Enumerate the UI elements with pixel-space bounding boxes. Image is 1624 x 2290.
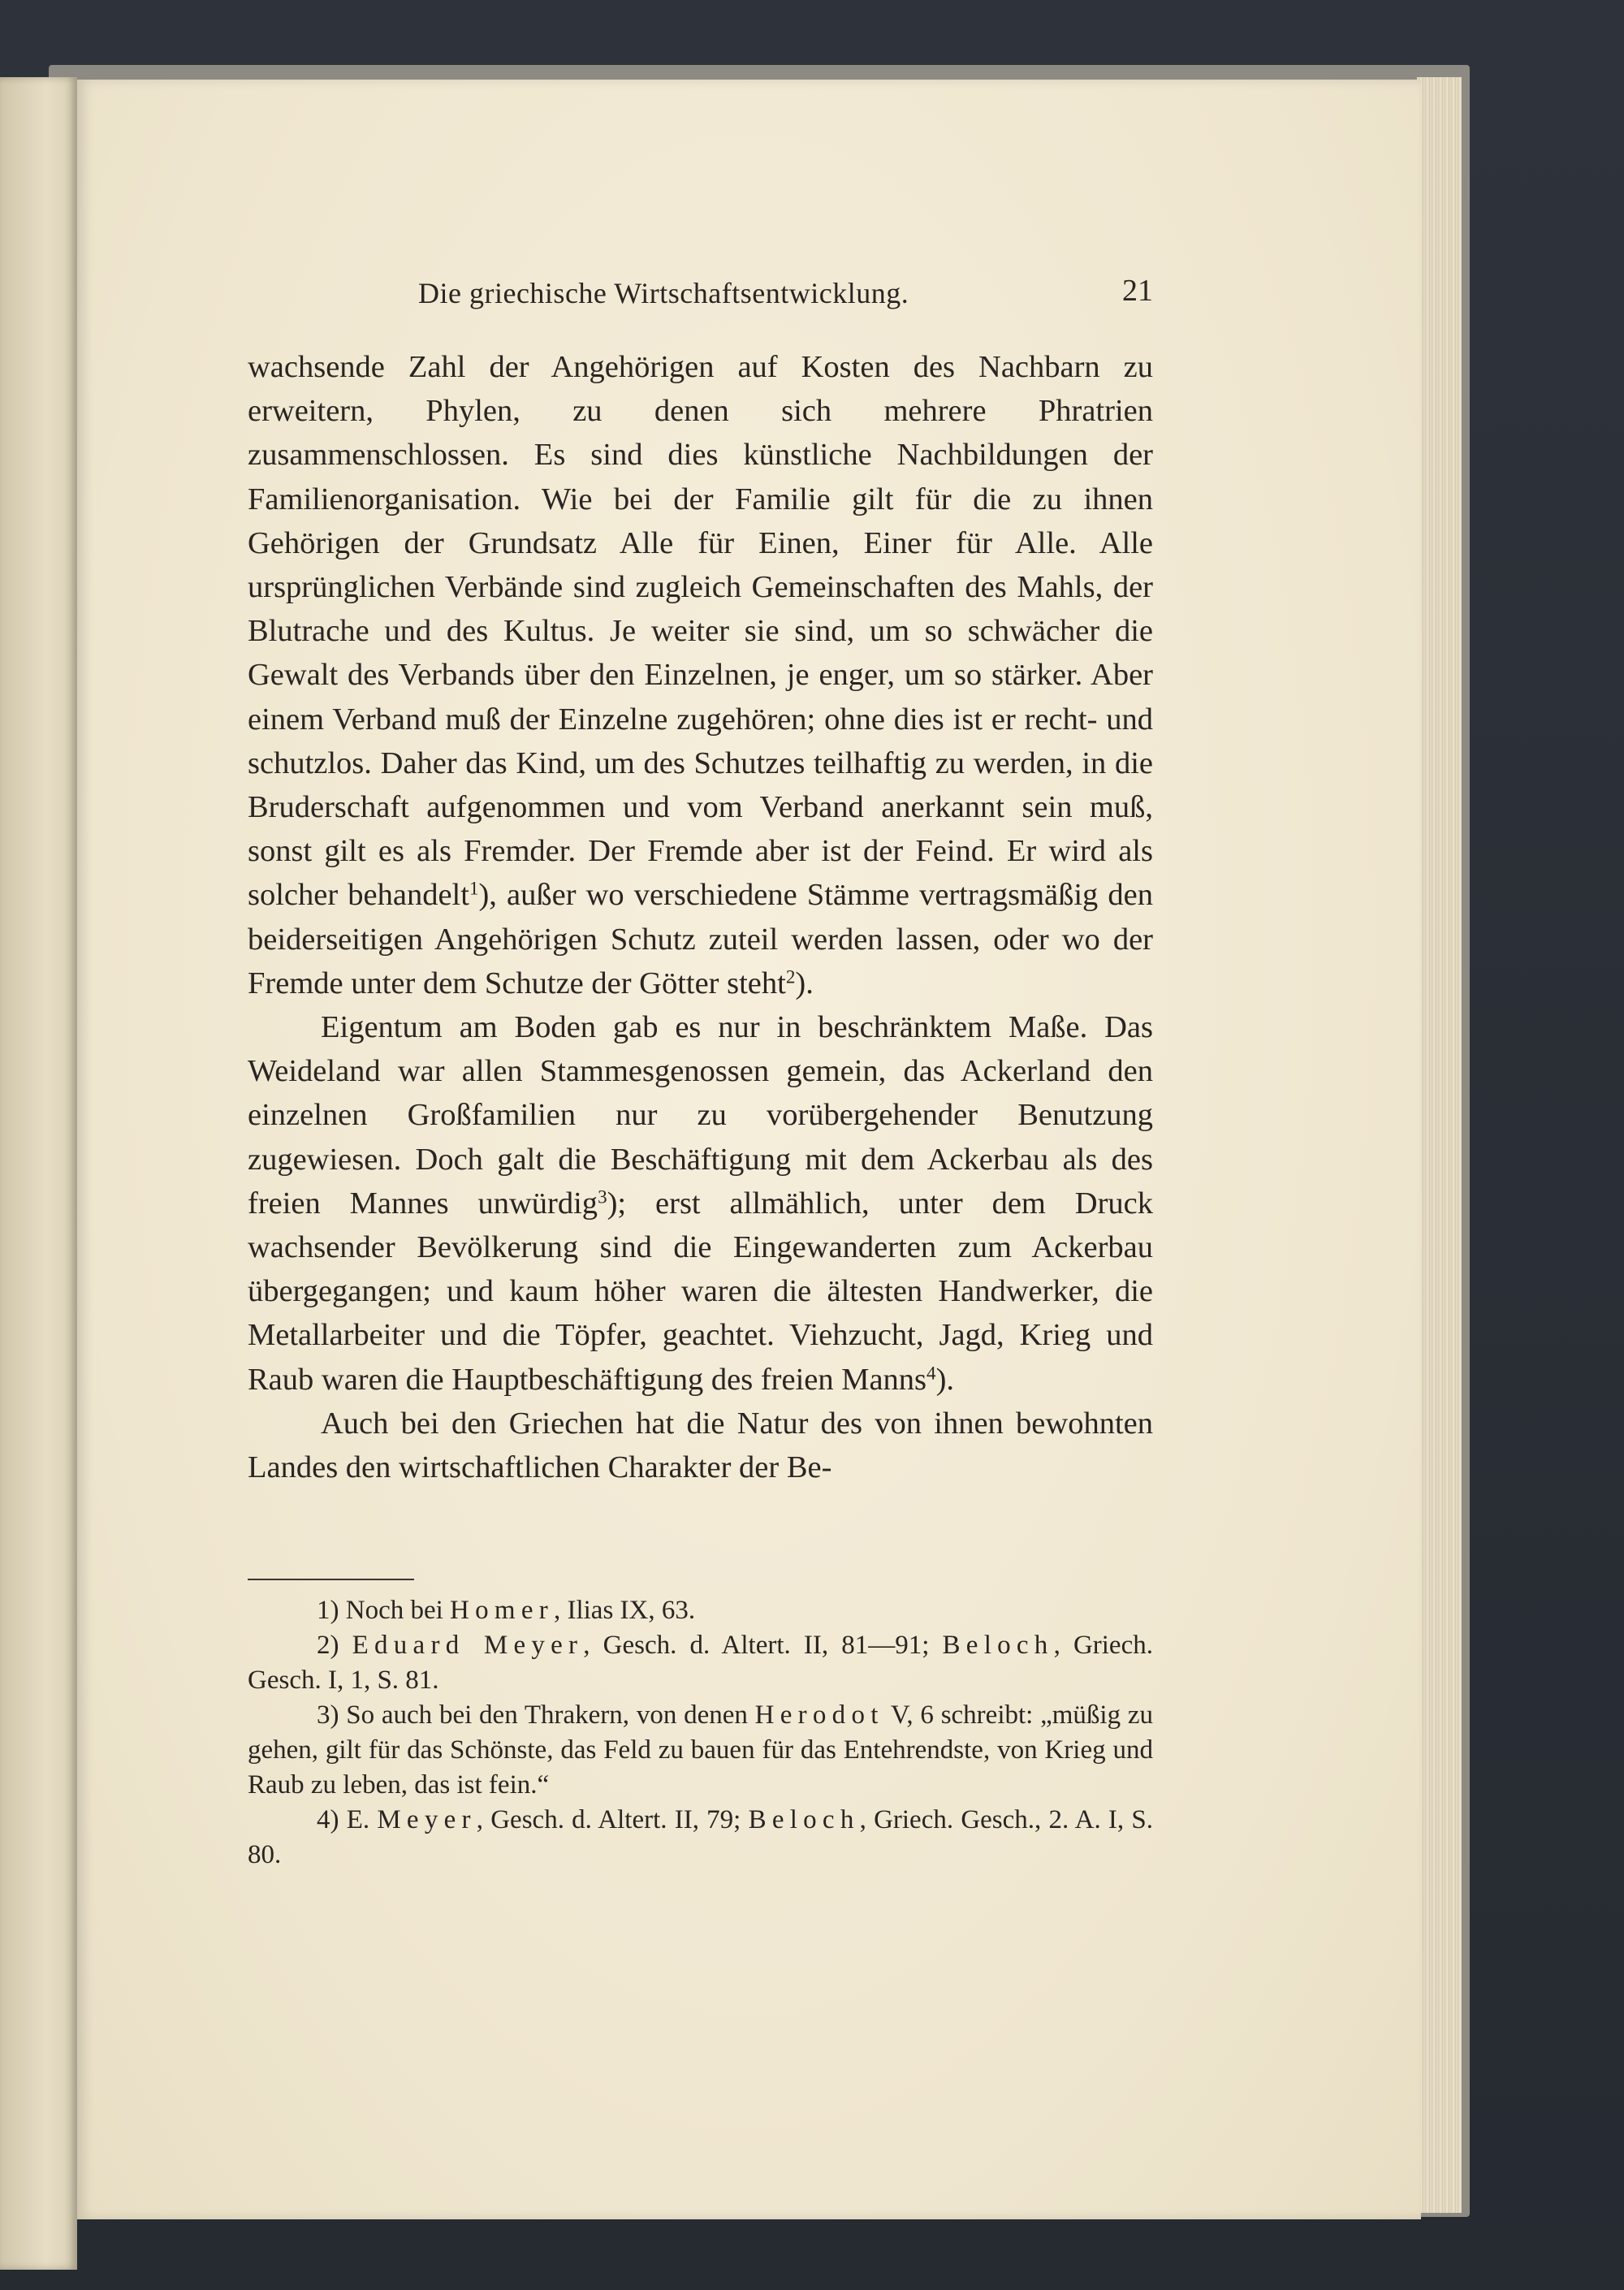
paragraph-3 [248, 1402, 1153, 1489]
footnote-1-author: Homer [450, 1596, 554, 1625]
footnote-ref-1: 1 [469, 877, 479, 899]
paragraph-2 [248, 1005, 1153, 1402]
body-text [248, 345, 1153, 1489]
footnote-ref-2: 2 [785, 966, 796, 987]
page-header [418, 276, 1153, 317]
paragraph-2-text-a: Eigentum am Boden gab es nur in beschränktem Maße. Das Weideland war allen Stammesgenossen gemein, das Ackerland den einzelnen Großfamilien nur zu vorübergehender Benutzung zugewiesen. Doch galt die Beschäftigung mit dem Ackerbau als des freien Mannes unwürdig [248, 1010, 1153, 1221]
running-head: Die griechische Wirtschaftsentwicklung. [418, 277, 909, 309]
footnote-4-text-c: , Gesch. d. Altert. II, 79; [476, 1805, 749, 1834]
paragraph-1-text-b: ), außer wo verschiedene Stämme vertragsmäßig den beiderseitigen Angehörigen Schutz zuteil werden lassen, oder wo der Fremde unter dem Schutze der Götter steht [248, 878, 1153, 1000]
footnote-4-author-beloch: Beloch [748, 1805, 860, 1834]
footnote-4-author-meyer: Meyer [377, 1805, 477, 1834]
footnote-3-author: Herodot [754, 1700, 884, 1730]
paragraph-3-text: Auch bei den Griechen hat die Natur des von ihnen bewohnten Landes den wirtschaftlichen Charakter der Be- [248, 1406, 1153, 1485]
footnote-2-author-beloch: Beloch [942, 1631, 1054, 1660]
footnote-2-text-a: 2) [317, 1631, 352, 1660]
footnote-1 [248, 1593, 1153, 1628]
footnote-1-text-c: , Ilias IX, 63. [553, 1596, 696, 1625]
footnote-2 [248, 1628, 1153, 1698]
paragraph-1-text-c: ). [795, 966, 814, 1000]
paragraph-2-text-b: ); erst allmählich, unter dem Druck wachsender Bevölkerung sind die Eingewanderten zum Ackerbau übergegangen; und kaum höher waren die ältesten Handwerker, die Metallarbeiter und die Töpfer, geachtet. Viehzucht, Jagd, Krieg und Raub waren die Hauptbeschäftigung des freien Manns [248, 1186, 1153, 1397]
footnotes [248, 1593, 1153, 1873]
footnote-4 [248, 1803, 1153, 1873]
facing-page-edge [0, 77, 77, 2270]
paragraph-2-text-c: ). [935, 1362, 955, 1397]
footnote-4-text-e: , Griech. Gesch., 2. A. I, S. 80. [248, 1805, 1153, 1869]
footnote-3 [248, 1698, 1153, 1803]
paragraph-1 [248, 345, 1153, 1005]
paragraph-1-text-a: wachsende Zahl der Angehörigen auf Kosten des Nachbarn zu erweitern, Phylen, zu denen sich mehrere Phratrien zusammenschlossen. Es sind dies künstliche Nachbildungen der Familienorganisation. Wie bei der Familie gilt für die zu ihnen Gehörigen der Grundsatz Alle für Einen, Einer für Alle. Alle ursprünglichen Verbände sind zugleich Gemeinschaften des Mahls, der Blutrache und des Kultus. Je weiter sie sind, um so schwächer die Gewalt des Verbands über den Einzelnen, je enger, um so stärker. Aber einem Verband muß der Einzelne zugehören; ohne dies ist er recht- und schutzlos. Daher das Kind, um des Schutzes teilhaftig zu werden, in die Bruderschaft aufgenommen und vom Verband anerkannt sein muß, sonst gilt es als Fremder. Der Fremde aber ist der Feind. Er wird als solcher behandelt [248, 350, 1153, 913]
footnote-3-text-a: 3) So auch bei den Thrakern, von denen [317, 1700, 755, 1730]
footnote-1-text-a: 1) Noch bei [317, 1596, 451, 1625]
footnote-2-text-c: , Gesch. d. Altert. II, 81—91; [583, 1631, 943, 1660]
footnote-4-text-a: 4) E. [317, 1805, 378, 1834]
footnote-ref-3: 3 [598, 1186, 607, 1208]
footnote-separator [248, 1579, 414, 1580]
footnote-2-text-e: , Griech. Gesch. I, 1, S. 81. [248, 1631, 1153, 1695]
page-number: 21 [1122, 274, 1153, 308]
footnote-3-text-c: V, 6 schreibt: „müßig zu gehen, gilt für das Schönste, das Feld zu bauen für das Entehrendste, von Krieg und Raub zu leben, das ist fein.“ [248, 1700, 1153, 1800]
footnote-2-author-meyer: Eduard Meyer [352, 1631, 584, 1660]
page-stack-edge [1417, 77, 1462, 2213]
footnote-ref-4: 4 [926, 1361, 936, 1383]
